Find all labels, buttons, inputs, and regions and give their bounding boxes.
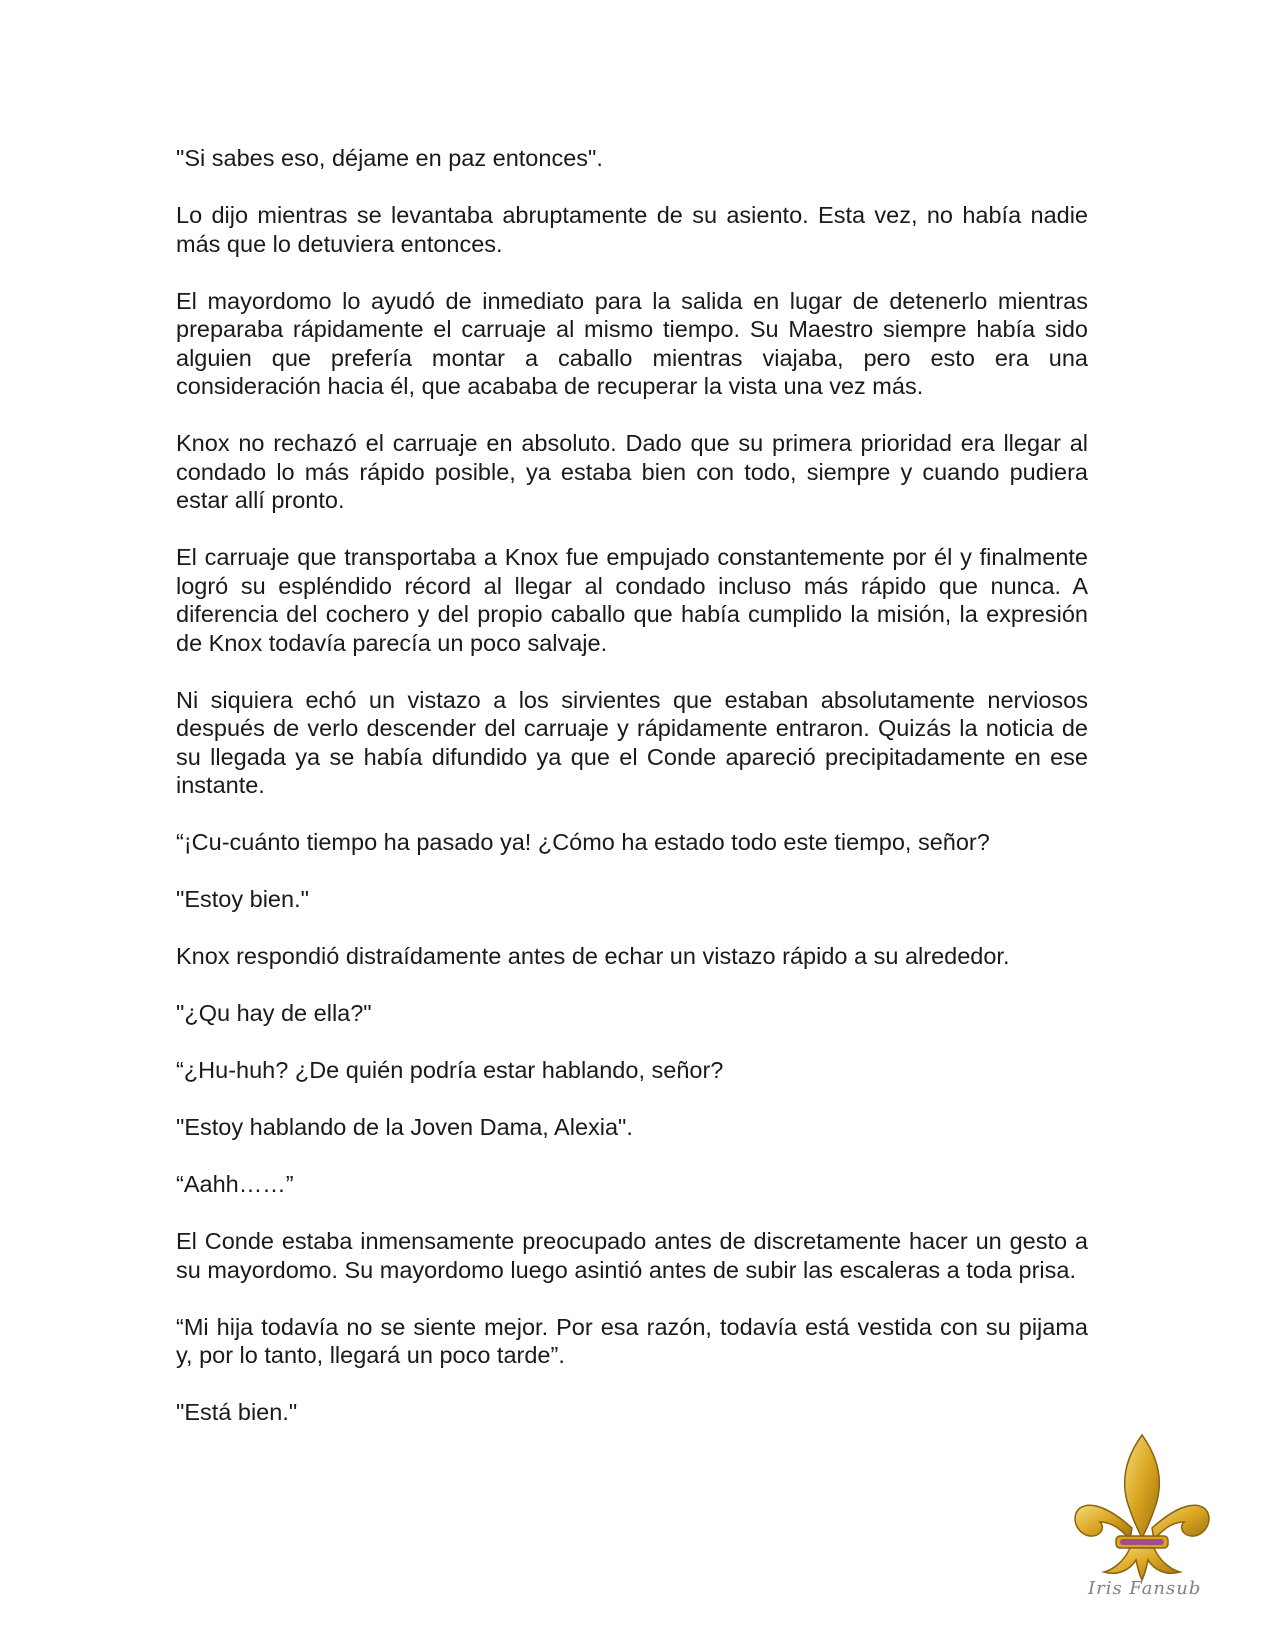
paragraph-3: El mayordomo lo ayudó de inmediato para la salida en lugar de detenerlo mientras preparaba rápidamente el carruaje al mismo tiempo. Su Maestro siempre había sido alguien que prefería montar a caballo mientras viajaba, pero esto era una consideración hacia él, que acababa de recuperar la vista una vez más. <box>176 287 1088 399</box>
paragraph-14: El Conde estaba inmensamente preocupado antes de discretamente hacer un gesto a su mayordomo. Su mayordomo luego asintió antes de subir las escaleras a toda prisa. <box>176 1228 1088 1283</box>
paragraph-15: “Mi hija todavía no se siente mejor. Por esa razón, todavía está vestida con su pijama y, por lo tanto, llegará un poco tarde”. <box>176 1313 1088 1368</box>
body-text <box>176 144 1088 1455</box>
paragraph-6: Ni siquiera echó un vistazo a los sirvientes que estaban absolutamente nerviosos después de verlo descender del carruaje y rápidamente entraron. Quizás la noticia de su llegada ya se había difundido ya que el Conde apareció precipitadamente en ese instante. <box>176 686 1088 798</box>
paragraph-13: “Aahh……” <box>176 1171 294 1197</box>
logo-caption: Iris Fansub <box>1088 1578 1202 1599</box>
paragraph-8: "Estoy bien." <box>176 886 309 912</box>
paragraph-11: “¿Hu-huh? ¿De quién podría estar hablando, señor? <box>176 1057 724 1083</box>
paragraph-1: "Si sabes eso, déjame en paz entonces". <box>176 145 603 171</box>
paragraph-7: “¡Cu-cuánto tiempo ha pasado ya! ¿Cómo ha estado todo este tiempo, señor? <box>176 829 990 855</box>
paragraph-10: "¿Qu hay de ella?" <box>176 1000 372 1026</box>
paragraph-4: Knox no rechazó el carruaje en absoluto. Dado que su primera prioridad era llegar al condado lo más rápido posible, ya estaba bien con todo, siempre y cuando pudiera estar allí pronto. <box>176 430 1088 513</box>
paragraph-12: "Estoy hablando de la Joven Dama, Alexia". <box>176 1114 633 1140</box>
paragraph-2: Lo dijo mientras se levantaba abruptamente de su asiento. Esta vez, no había nadie más que lo detuviera entonces. <box>176 202 1088 257</box>
paragraph-9: Knox respondió distraídamente antes de echar un vistazo rápido a su alrededor. <box>176 943 1010 969</box>
paragraph-5: El carruaje que transportaba a Knox fue empujado constantemente por él y finalmente logró su espléndido récord al llegar al condado incluso más rápido que nunca. A diferencia del cochero y del propio caballo que había cumplido la misión, la expresión de Knox todavía parecía un poco salvaje. <box>176 544 1088 656</box>
paragraph-16: "Está bien." <box>176 1399 298 1425</box>
